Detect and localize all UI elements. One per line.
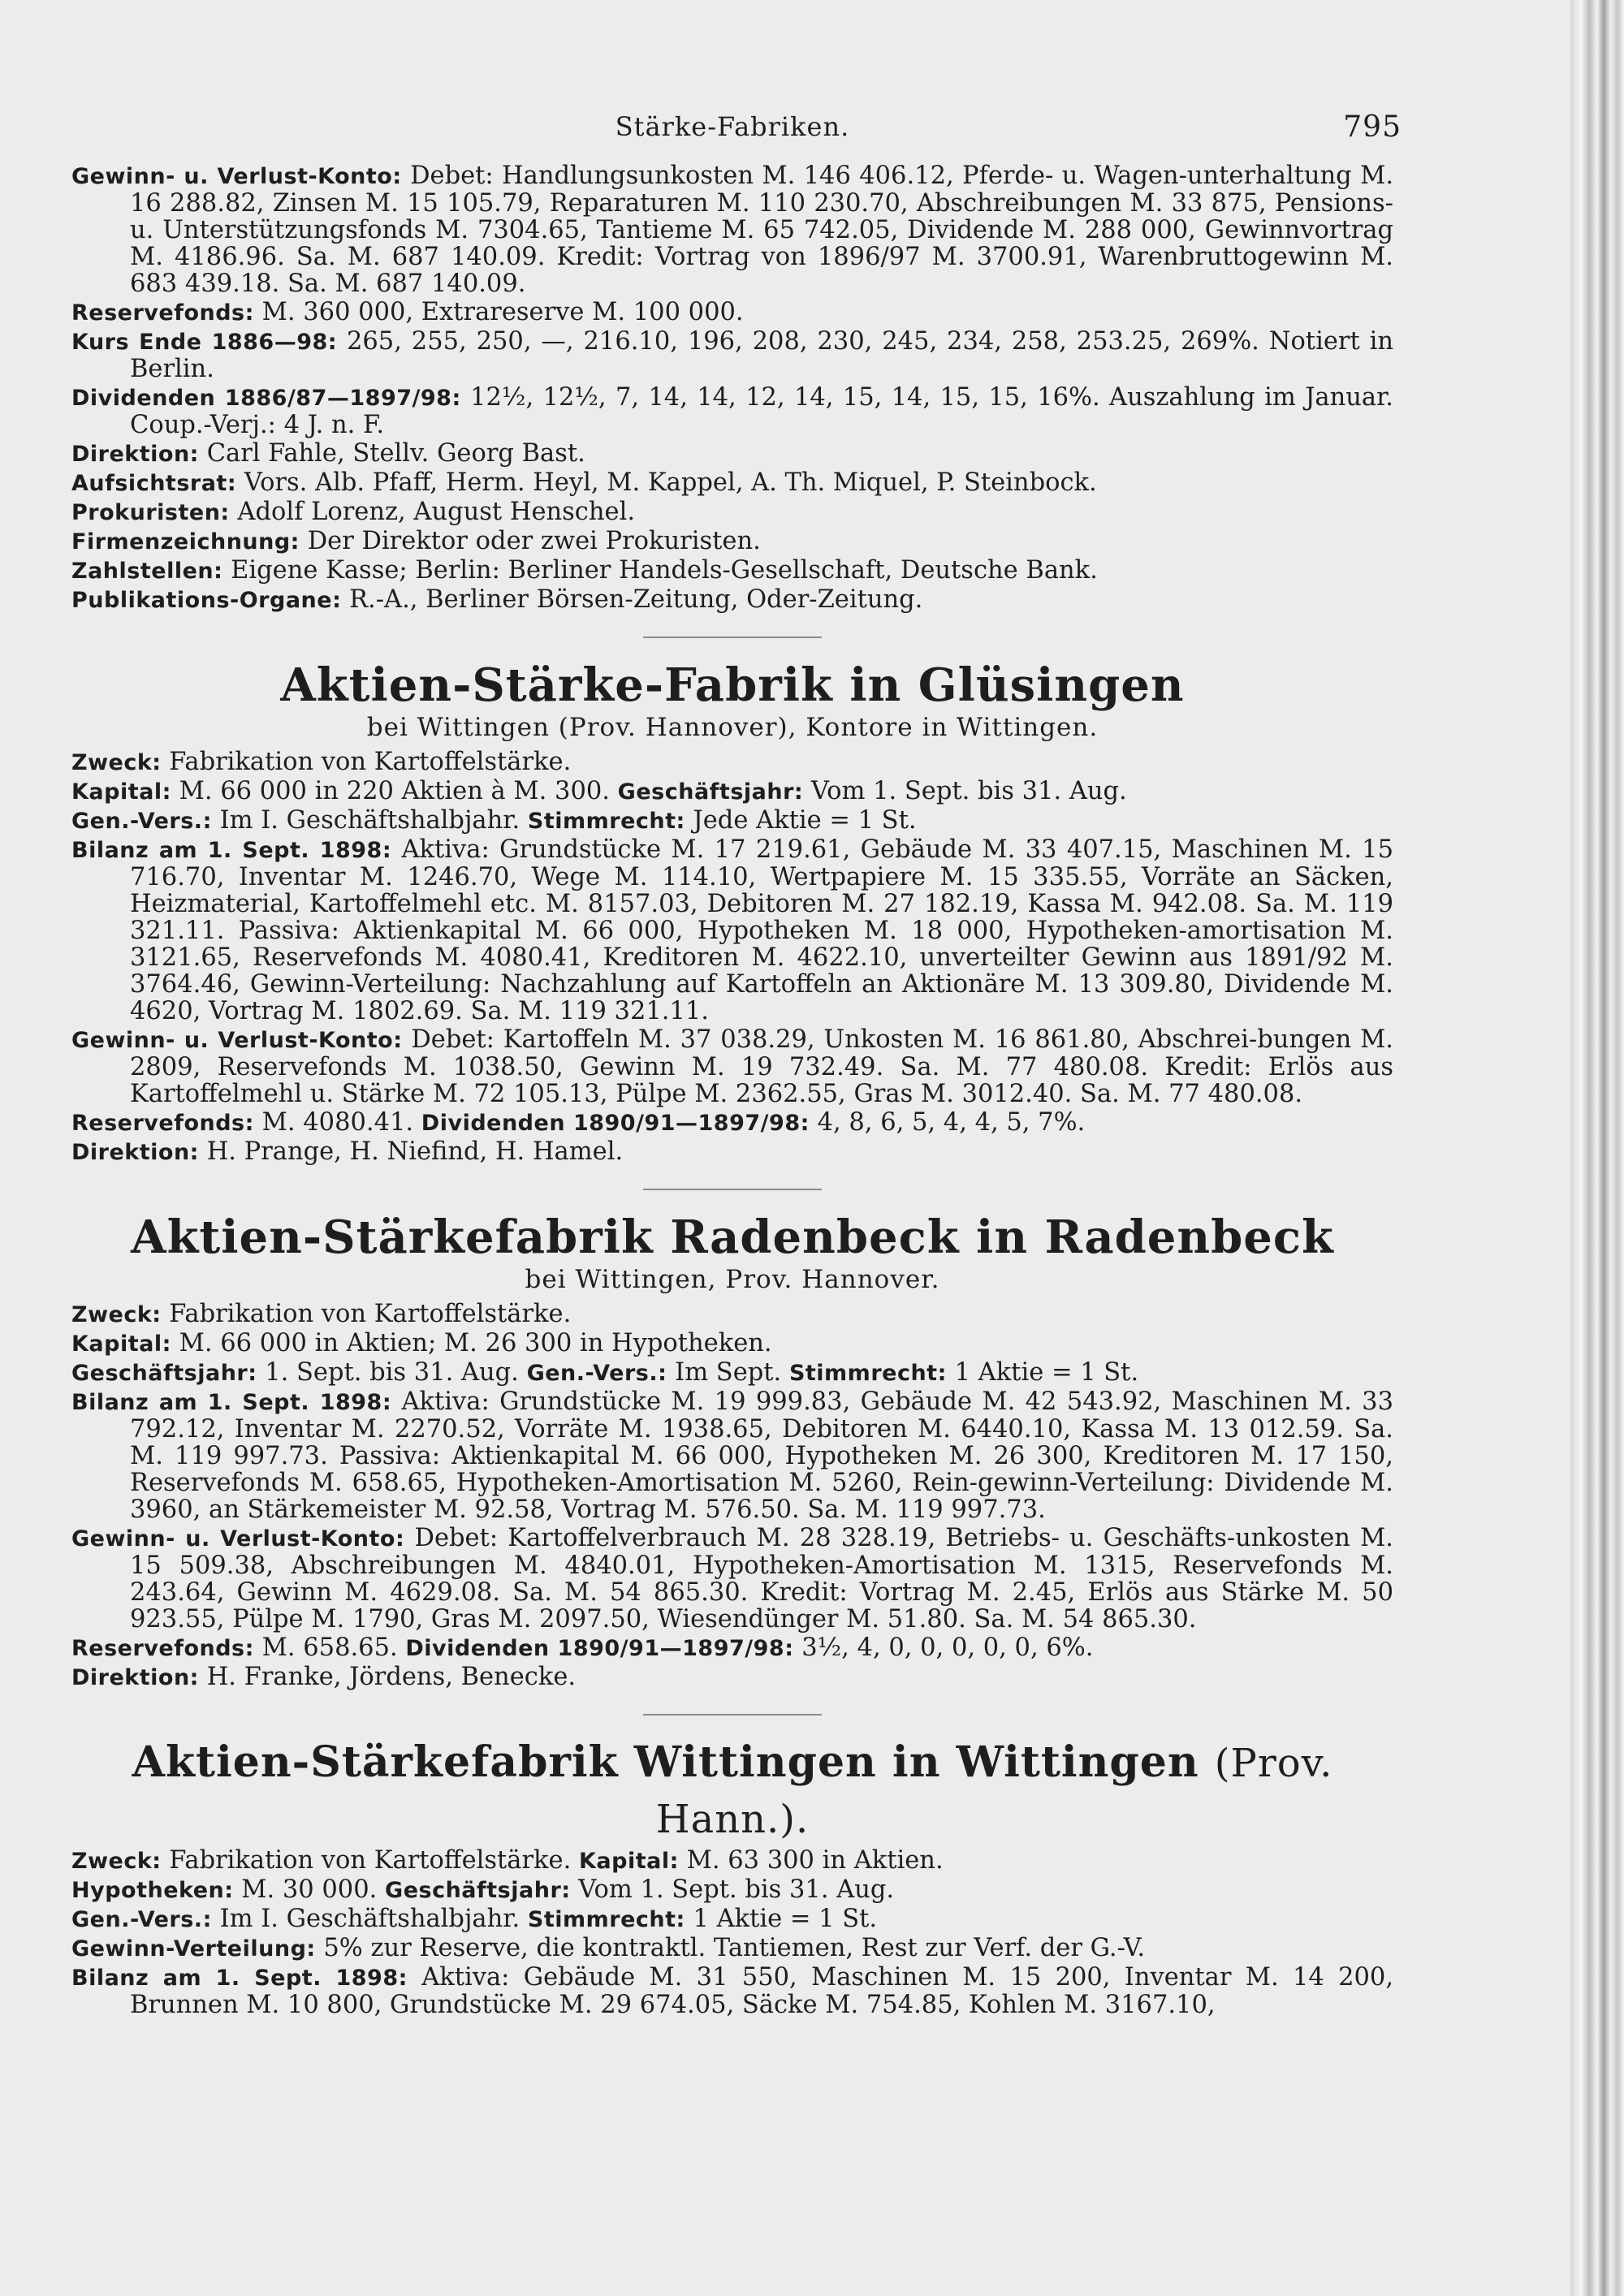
entry-bilanz: Bilanz am 1. Sept. 1898: Aktiva: Gebäude M. 31 550, Maschinen M. 15 200, Inventar M. 14 200, Brunnen M. 10 800, Grundstücke M. 29 674.05, Säcke M. 754.85, Kohlen M. 3167.10, [71,1963,1394,2019]
entry-bilanz: Bilanz am 1. Sept. 1898: Aktiva: Grundstücke M. 17 219.61, Gebäude M. 33 407.15, Maschinen M. 15 716.70, Inventar M. 1246.70, Wege M. 114.10, Wertpapiere M. 15 335.55, Vorräte an Säcken, Heizmaterial, Kartoffelmehl etc. M. 8157.03, Debitoren M. 27 182.19, Kassa M. 942.08. Sa. M. 119 321.11. Passiva: Aktienkapital M. 66 000, Hypotheken M. 18 000, Hypotheken-amortisation M. 3121.65, Reservefonds M. 4080.41, Kreditoren M. 4622.10, unverteilter Gewinn aus 1891/92 M. 3764.46, Gewinn-Verteilung: Nachzahlung auf Kartoffeln an Aktionäre M. 13 309.80, Dividende M. 4620, Vortrag M. 1802.69. Sa. M. 119 321.11. [71,835,1393,1025]
entry-hypotheken: Hypotheken: M. 30 000. Geschäftsjahr: Vom 1. Sept. bis 31. Aug. [71,1875,895,1904]
book-binding-edge [1570,0,1624,2296]
entry-geschaeftsjahr: Geschäftsjahr: 1. Sept. bis 31. Aug. Gen.-Vers.: Im Sept. Stimmrecht: 1 Aktie = 1 St. [71,1358,1139,1387]
entry-gewinn-verlust: Gewinn- u. Verlust-Konto: Debet: Handlungsunkosten M. 146 406.12, Pferde- u. Wagen-unterhaltung M. 16 288.82, Zinsen M. 15 105.79, Reparaturen M. 110 230.70, Abschreibungen M. 33 875, Pensions- u. Unterstützungsfonds M. 7304.65, Tantieme M. 65 742.05, Dividende M. 288 000, Gewinnvortrag M. 4186.96. Sa. M. 687 140.09. Kredit: Vortrag von 1896/97 M. 3700.91, Warenbruttogewinn M. 683 439.18. Sa. M. 687 140.09. [71,162,1394,298]
company-title: Aktien-Stärkefabrik Radenbeck in Radenbeck [131,1211,1334,1264]
section-divider [643,1714,822,1716]
company-title: Aktien-Stärkefabrik Wittingen in Wittingen (Prov. Hann.). [132,1737,1333,1842]
entry-zweck: Zweck: Fabrikation von Kartoffelstärke. [71,748,572,776]
section-divider [643,1189,822,1190]
entry-gen-vers: Gen.-Vers.: Im I. Geschäftshalbjahr. Stimmrecht: 1 Aktie = 1 St. [71,1905,878,1933]
running-header [71,110,1402,162]
entry-kapital: Kapital: M. 66 000 in 220 Aktien à M. 300. Geschäftsjahr: Vom 1. Sept. bis 31. Aug. [71,777,1127,805]
entry-kapital: Kapital: M. 66 000 in Aktien; M. 26 300 in Hypotheken. [71,1329,772,1357]
entry-prokuristen: Prokuristen: Adolf Lorenz, August Henschel. [71,498,636,526]
previous-company-section [71,162,1393,614]
entry-firmenzeichnung: Firmenzeichnung: Der Direktor oder zwei Prokuristen. [71,527,761,555]
entry-reservefonds: Reservefonds: M. 658.65. Dividenden 1890/91—1897/98: 3½, 4, 0, 0, 0, 0, 0, 6%. [71,1634,1094,1662]
entry-direktion: Direktion: Carl Fahle, Stellv. Georg Bast. [71,439,585,468]
entry-zweck: Zweck: Fabrikation von Kartoffelstärke. Kapital: M. 63 300 in Aktien. [71,1846,944,1875]
entry-reservefonds: Reservefonds: M. 360 000, Extrareserve M. 100 000. [71,298,744,326]
entry-zahlstellen: Zahlstellen: Eigene Kasse; Berlin: Berliner Handels-Gesellschaft, Deutsche Bank. [71,556,1098,585]
entry-zweck: Zweck: Fabrikation von Kartoffelstärke. [71,1300,572,1328]
entry-gen-vers: Gen.-Vers.: Im I. Geschäftshalbjahr. Stimmrecht: Jede Aktie = 1 St. [71,806,917,835]
page-content [71,110,1402,2020]
company-subtitle: bei Wittingen, Prov. Hannover. [525,1265,940,1294]
entry-kurs: Kurs Ende 1886—98: 265, 255, 250, —, 216.10, 196, 208, 230, 245, 234, 258, 253.25, 269%. Notiert in Berlin. [71,327,1394,383]
entry-publikations-organe: Publikations-Organe: R.-A., Berliner Börsen-Zeitung, Oder-Zeitung. [71,585,923,614]
entry-direktion: Direktion: H. Prange, H. Niefind, H. Hamel. [71,1137,624,1166]
company-title: Aktien-Stärke-Fabrik in Glüsingen [280,658,1185,712]
company-title-suffix: (Prov. Hann.). [655,1741,1333,1842]
entry-bilanz: Bilanz am 1. Sept. 1898: Aktiva: Grundstücke M. 19 999.83, Gebäude M. 42 543.92, Maschinen M. 33 792.12, Inventar M. 2270.52, Vorräte M. 1938.65, Debitoren M. 6440.10, Kassa M. 13 012.59. Sa. M. 119 997.73. Passiva: Aktienkapital M. 66 000, Hypotheken M. 26 300, Kreditoren M. 17 150, Reservefonds M. 658.65, Hypotheken-Amortisation M. 5260, Rein-gewinn-Verteilung: Dividende M. 3960, an Stärkemeister M. 92.58, Vortrag M. 576.50. Sa. M. 119 997.73. [71,1388,1393,1524]
section-divider [643,637,822,638]
entry-dividenden: Dividenden 1886/87—1897/98: 12½, 12½, 7, 14, 14, 12, 14, 15, 14, 15, 15, 16%. Auszahlung im Januar. Coup.-Verj.: 4 J. n. F. [71,383,1394,439]
company-wittingen [71,1735,1393,2018]
entry-gewinn-verlust: Gewinn- u. Verlust-Konto: Debet: Kartoffeln M. 37 038.29, Unkosten M. 16 861.80, Abschrei-bungen M. 2809, Reservefonds M. 1038.50, Gewinn M. 19 732.49. Sa. M. 77 480.08. Kredit: Erlös aus Kartoffelmehl u. Stärke M. 72 105.13, Pülpe M. 2362.55, Gras M. 3012.40. Sa. M. 77 480.08. [71,1025,1393,1108]
entry-reservefonds: Reservefonds: M. 4080.41. Dividenden 1890/91—1897/98: 4, 8, 6, 5, 4, 4, 5, 7%. [71,1108,1086,1137]
entry-gewinn-verlust: Gewinn- u. Verlust-Konto: Debet: Kartoffelverbrauch M. 28 328.19, Betriebs- u. Geschäfts-unkosten M. 15 509.38, Abschreibungen M. 4840.01, Hypotheken-Amortisation M. 1315, Reservefonds M. 243.64, Gewinn M. 4629.08. Sa. M. 54 865.30. Kredit: Vortrag M. 2.45, Erlös aus Stärke M. 50 923.55, Pülpe M. 1790, Gras M. 2097.50, Wiesendünger M. 51.80. Sa. M. 54 865.30. [71,1524,1394,1634]
page-number: 795 [1343,110,1402,144]
entry-gewinn-verteilung: Gewinn-Verteilung: 5% zur Reserve, die kontraktl. Tantiemen, Rest zur Verf. der G.-V. [71,1934,1146,1962]
company-glusingen [71,658,1393,1166]
entry-aufsichtsrat: Aufsichtsrat: Vors. Alb. Pfaff, Herm. Heyl, M. Kappel, A. Th. Miquel, P. Steinbock. [71,468,1097,497]
company-radenbeck [71,1210,1393,1691]
header-title: Stärke-Fabriken. [615,111,850,142]
company-subtitle: bei Wittingen (Prov. Hannover), Kontore in Wittingen. [366,713,1099,742]
entry-direktion: Direktion: H. Franke, Jördens, Benecke. [71,1663,577,1691]
